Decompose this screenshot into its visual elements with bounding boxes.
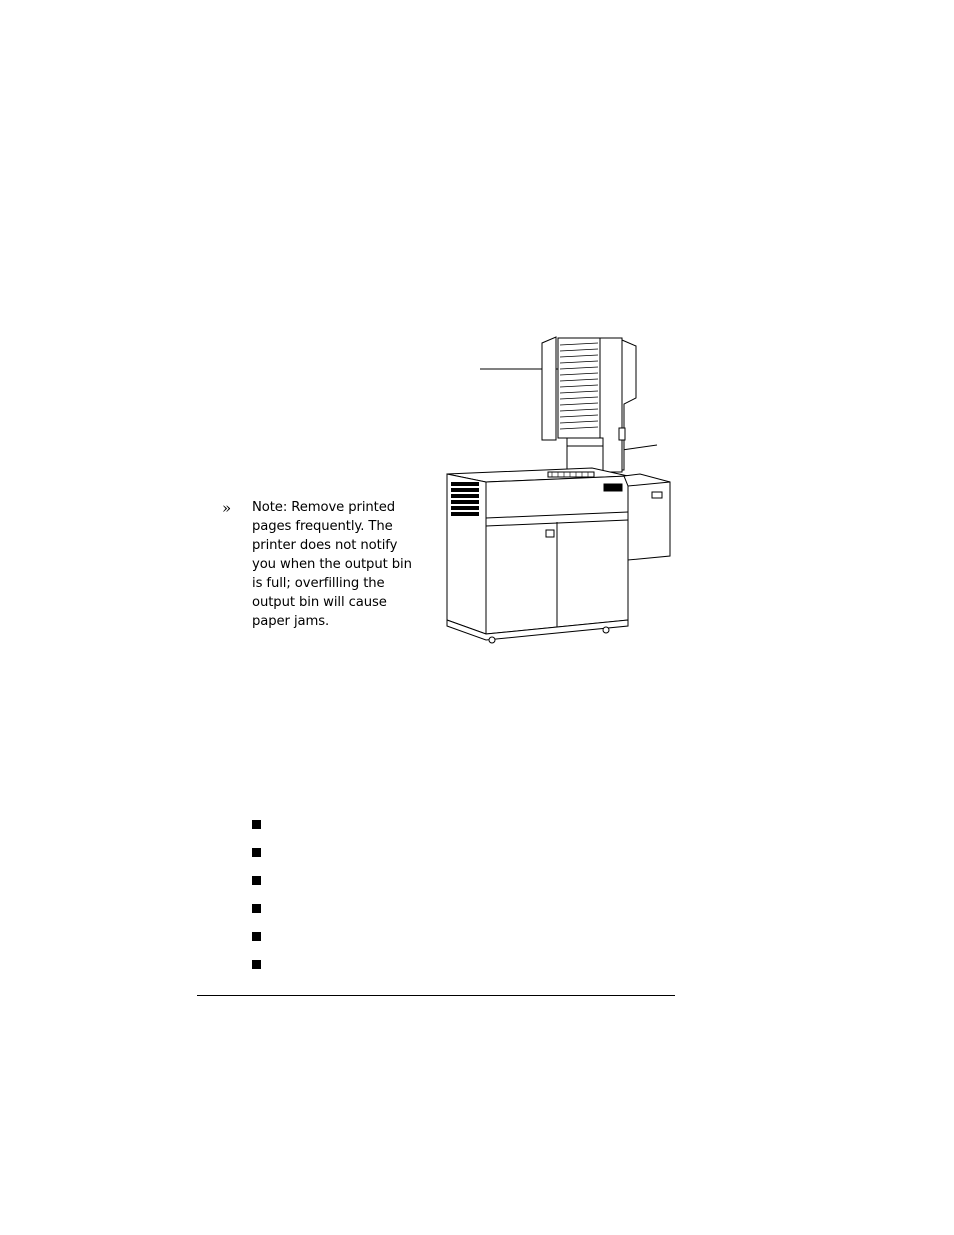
bullet-square-icon — [252, 932, 261, 941]
note-line: output bin will cause — [252, 595, 387, 610]
side-module — [628, 478, 670, 560]
callout-line-right — [622, 445, 657, 450]
bullet-square-icon — [252, 848, 261, 857]
side-note — [252, 498, 412, 631]
output-bin-side — [622, 340, 636, 470]
list-item — [252, 960, 261, 969]
bullet-square-icon — [252, 904, 261, 913]
output-bin-left-panel — [542, 337, 556, 440]
output-bin-latch — [619, 428, 625, 440]
bullet-square-icon — [252, 876, 261, 885]
list-item — [252, 876, 261, 885]
note-marker: » — [222, 499, 232, 517]
footer-rule — [197, 995, 675, 996]
printer-top-slot — [548, 472, 594, 477]
list-item — [252, 904, 261, 913]
printer-illustration — [440, 330, 680, 650]
printer-caster-left — [489, 637, 495, 643]
note-line: you when the output bin — [252, 557, 412, 572]
bullet-list — [252, 820, 261, 988]
bullet-square-icon — [252, 820, 261, 829]
printer-door-handle — [546, 530, 554, 537]
note-line: paper jams. — [252, 614, 330, 629]
note-line: pages frequently. The — [252, 519, 393, 534]
note-line: is full; overfilling the — [252, 576, 385, 591]
bullet-square-icon — [252, 960, 261, 969]
note-line: Note: Remove printed — [252, 500, 396, 515]
printer-label-plate — [604, 484, 622, 491]
list-item — [252, 932, 261, 941]
note-line: printer does not notify — [252, 538, 398, 553]
list-item — [252, 848, 261, 857]
list-item — [252, 820, 261, 829]
printer-caster-right — [603, 627, 609, 633]
side-module-label — [652, 492, 662, 498]
